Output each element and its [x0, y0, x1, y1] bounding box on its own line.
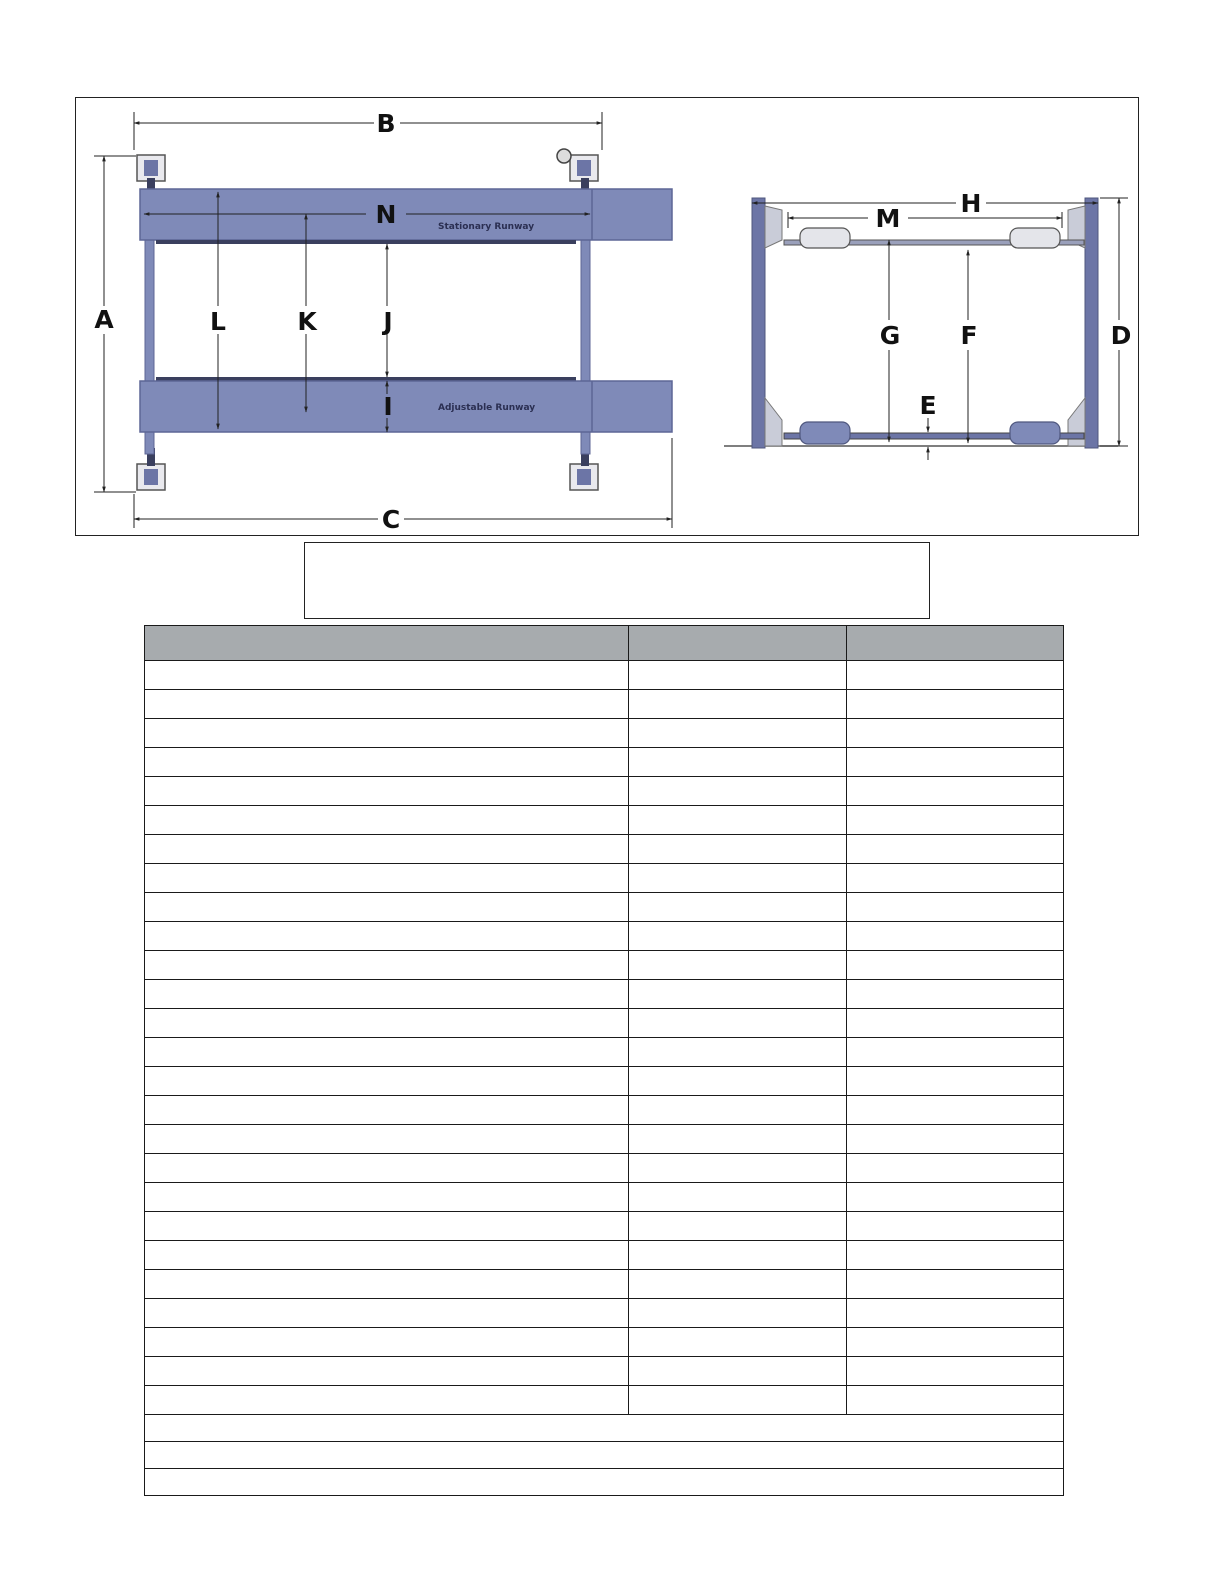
adjustable-runway	[140, 377, 672, 432]
header-cell	[629, 626, 847, 661]
table-row	[145, 719, 1064, 748]
table-cell	[145, 1357, 629, 1386]
table-cell	[145, 1386, 629, 1415]
table-cell	[629, 835, 847, 864]
table-row	[145, 1096, 1064, 1125]
table-cell	[847, 690, 1064, 719]
label-k: K	[297, 307, 317, 336]
spec-table	[144, 625, 1064, 1496]
table-cell	[847, 1241, 1064, 1270]
table-cell	[145, 1096, 629, 1125]
label-h: H	[960, 189, 982, 218]
header-cell	[847, 626, 1064, 661]
table-cell	[629, 951, 847, 980]
table-cell	[847, 1096, 1064, 1125]
table-cell	[145, 1241, 629, 1270]
table-row	[145, 1067, 1064, 1096]
table-cell	[629, 1067, 847, 1096]
table-cell	[145, 777, 629, 806]
label-c: C	[381, 505, 401, 534]
label-a: A	[94, 305, 114, 334]
post-front-right	[557, 149, 598, 194]
table-cell	[145, 951, 629, 980]
table-footer-cell	[145, 1469, 1064, 1496]
table-cell	[847, 1299, 1064, 1328]
label-i: I	[383, 392, 393, 421]
table-cell	[145, 864, 629, 893]
side-post-left	[752, 198, 782, 448]
table-cell	[145, 835, 629, 864]
table-row	[145, 1125, 1064, 1154]
table-cell	[629, 1270, 847, 1299]
label-l: L	[210, 307, 226, 336]
table-cell	[145, 690, 629, 719]
table-cell	[847, 719, 1064, 748]
table-row	[145, 777, 1064, 806]
table-row	[145, 1299, 1064, 1328]
table-cell	[629, 1357, 847, 1386]
table-cell	[145, 980, 629, 1009]
table-cell	[629, 864, 847, 893]
table-cell	[847, 980, 1064, 1009]
table-cell	[629, 1154, 847, 1183]
table-cell	[145, 922, 629, 951]
table-row	[145, 1241, 1064, 1270]
table-row	[145, 1357, 1064, 1386]
table-cell	[145, 1270, 629, 1299]
header-cell	[145, 626, 629, 661]
table-cell	[847, 1038, 1064, 1067]
table-row	[145, 1154, 1064, 1183]
table-cell	[629, 777, 847, 806]
table-cell	[629, 1241, 847, 1270]
label-m: M	[875, 204, 901, 233]
table-cell	[145, 748, 629, 777]
label-f: F	[960, 321, 978, 350]
table-cell	[847, 1386, 1064, 1415]
table-cell	[629, 1299, 847, 1328]
table-row	[145, 1038, 1064, 1067]
table-cell	[145, 893, 629, 922]
table-row	[145, 806, 1064, 835]
table-row	[145, 893, 1064, 922]
table-cell	[847, 864, 1064, 893]
table-cell	[847, 922, 1064, 951]
adjustable-runway-label: Adjustable Runway	[438, 403, 536, 413]
lift-diagram	[76, 98, 1140, 537]
table-cell	[145, 661, 629, 690]
table-cell	[847, 1328, 1064, 1357]
table-cell	[629, 806, 847, 835]
table-cell	[847, 1270, 1064, 1299]
label-e: E	[919, 391, 937, 420]
table-cell	[847, 1212, 1064, 1241]
stationary-runway-label: Stationary Runway	[438, 222, 535, 232]
label-n: N	[375, 200, 397, 229]
label-g: G	[879, 321, 901, 350]
table-cell	[847, 748, 1064, 777]
table-cell	[847, 1183, 1064, 1212]
table-row	[145, 1270, 1064, 1299]
table-row	[145, 980, 1064, 1009]
table-cell	[629, 661, 847, 690]
table-cell	[145, 1183, 629, 1212]
table-cell	[145, 1067, 629, 1096]
table-cell	[145, 719, 629, 748]
table-row	[145, 661, 1064, 690]
table-footer-cell	[145, 1442, 1064, 1469]
side-post-right	[1068, 198, 1098, 448]
table-cell	[629, 1328, 847, 1357]
table-row	[145, 835, 1064, 864]
table-cell	[847, 661, 1064, 690]
table-footer-row	[145, 1469, 1064, 1496]
table-cell	[847, 835, 1064, 864]
lift-diagram-frame	[75, 97, 1139, 536]
table-row	[145, 864, 1064, 893]
table-cell	[629, 1096, 847, 1125]
table-cell	[629, 719, 847, 748]
label-b: B	[376, 109, 396, 138]
table-row	[145, 1386, 1064, 1415]
table-cell	[629, 690, 847, 719]
table-cell	[145, 1125, 629, 1154]
table-cell	[629, 922, 847, 951]
stationary-runway	[140, 189, 672, 244]
table-cell	[145, 1212, 629, 1241]
label-j: J	[383, 307, 393, 336]
table-cell	[145, 1009, 629, 1038]
spec-table-header	[145, 626, 1064, 661]
title-box	[304, 542, 930, 619]
table-row	[145, 1009, 1064, 1038]
table-cell	[629, 980, 847, 1009]
label-d: D	[1110, 321, 1132, 350]
table-row	[145, 922, 1064, 951]
table-cell	[629, 893, 847, 922]
table-cell	[847, 1357, 1064, 1386]
table-cell	[629, 1038, 847, 1067]
table-cell	[629, 748, 847, 777]
table-cell	[629, 1386, 847, 1415]
table-footer-row	[145, 1415, 1064, 1442]
top-view	[94, 109, 672, 534]
side-runways-raised	[784, 228, 1084, 248]
table-cell	[847, 777, 1064, 806]
table-cell	[629, 1009, 847, 1038]
table-cell	[145, 1154, 629, 1183]
table-cell	[629, 1212, 847, 1241]
table-cell	[145, 1299, 629, 1328]
table-cell	[145, 1328, 629, 1357]
side-runways-lowered	[784, 422, 1084, 444]
table-cell	[145, 1038, 629, 1067]
table-row	[145, 1183, 1064, 1212]
table-cell	[847, 951, 1064, 980]
table-row	[145, 690, 1064, 719]
table-cell	[847, 1154, 1064, 1183]
table-cell	[847, 893, 1064, 922]
table-cell	[145, 806, 629, 835]
post-front-left	[137, 155, 165, 194]
table-row	[145, 748, 1064, 777]
table-cell	[629, 1183, 847, 1212]
table-cell	[847, 1125, 1064, 1154]
table-cell	[847, 1009, 1064, 1038]
table-row	[145, 951, 1064, 980]
side-view	[724, 189, 1131, 460]
table-row	[145, 1328, 1064, 1357]
table-row	[145, 1212, 1064, 1241]
table-cell	[847, 1067, 1064, 1096]
spec-table-body	[145, 661, 1064, 1496]
table-cell	[629, 1125, 847, 1154]
table-footer-cell	[145, 1415, 1064, 1442]
table-cell	[847, 806, 1064, 835]
table-footer-row	[145, 1442, 1064, 1469]
